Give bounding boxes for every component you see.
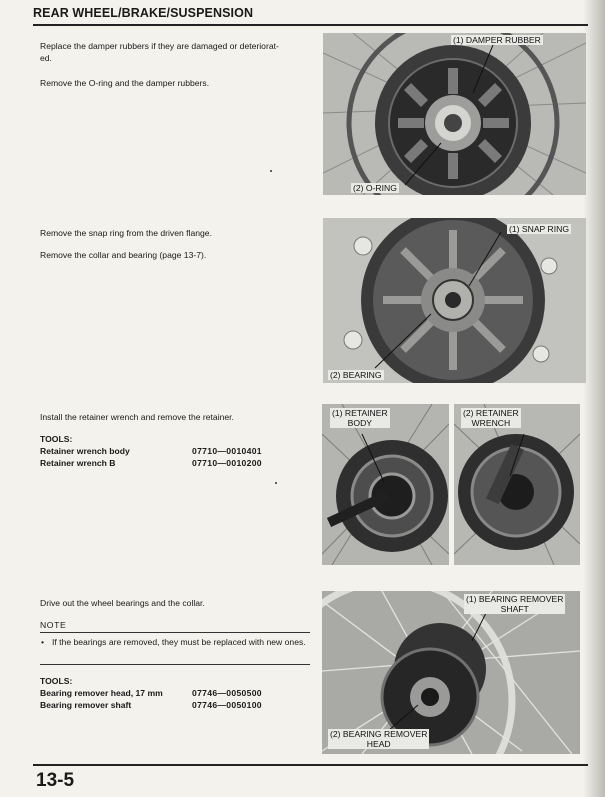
bearing-tools-heading: TOOLS: [40, 676, 73, 686]
damper-photo [323, 33, 586, 195]
print-speck [270, 170, 272, 172]
label-damper-rubber: (1) DAMPER RUBBER [453, 35, 541, 45]
label-o-ring: (2) O-RING [353, 183, 397, 193]
tool-retainer-wrench-body [40, 446, 320, 456]
note-text: If the bearings are removed, they must be replaced with new ones. [52, 637, 306, 647]
retainer-wrench-photo [454, 404, 580, 565]
page-edge-shadow [583, 0, 605, 797]
label-bearing: (2) BEARING [330, 370, 382, 380]
label-snap-ring: (1) SNAP RING [509, 224, 570, 234]
collar-bearing-instruction: Remove the collar and bearing (page 13-7). [40, 250, 207, 260]
tool-name: Bearing remover head, 17 mm [40, 688, 163, 698]
tool-part-number: 07710—0010200 [192, 458, 262, 468]
page-number: 13-5 [36, 770, 75, 791]
label-retainer-wrench: (2) RETAINER WRENCH [463, 408, 519, 428]
bearing-remover-photo [322, 591, 580, 754]
tool-part-number: 07710—0010401 [192, 446, 262, 456]
snap-ring-photo [323, 218, 586, 383]
label-bearing-remover-head: (2) BEARING REMOVER HEAD [330, 729, 428, 749]
section-header: REAR WHEEL/BRAKE/SUSPENSION [33, 6, 254, 20]
retainer-tools-heading: TOOLS: [40, 434, 73, 444]
damper-instruction-line1: Replace the damper rubbers if they are damaged or deteriorat- [40, 41, 279, 51]
note-heading: NOTE [40, 620, 67, 630]
note-rule-bottom [40, 664, 310, 665]
tool-bearing-remover-shaft [40, 700, 320, 710]
retainer-body-photo [322, 404, 449, 565]
header-divider [33, 24, 588, 26]
note-body [40, 636, 310, 648]
tool-bearing-remover-head [40, 688, 320, 698]
note-rule-top [40, 632, 310, 633]
damper-instruction [40, 40, 320, 64]
tool-name: Retainer wrench body [40, 446, 130, 456]
drive-bearings-instruction: Drive out the wheel bearings and the collar. [40, 598, 205, 608]
remove-oring-instruction: Remove the O-ring and the damper rubbers. [40, 78, 210, 88]
tool-part-number: 07746—0050100 [192, 700, 262, 710]
tool-part-number: 07746—0050500 [192, 688, 262, 698]
tool-retainer-wrench-b [40, 458, 320, 468]
snap-ring-instruction: Remove the snap ring from the driven flange. [40, 228, 212, 238]
label-bearing-remover-shaft: (1) BEARING REMOVER SHAFT [466, 594, 564, 614]
tool-name: Retainer wrench B [40, 458, 116, 468]
retainer-instruction: Install the retainer wrench and remove the retainer. [40, 412, 234, 422]
print-speck [275, 482, 277, 484]
note-bullet: • [41, 637, 45, 647]
tool-name: Bearing remover shaft [40, 700, 132, 710]
label-retainer-body: (1) RETAINER BODY [332, 408, 388, 428]
damper-instruction-line2: ed. [40, 53, 52, 63]
footer-divider [33, 764, 588, 766]
